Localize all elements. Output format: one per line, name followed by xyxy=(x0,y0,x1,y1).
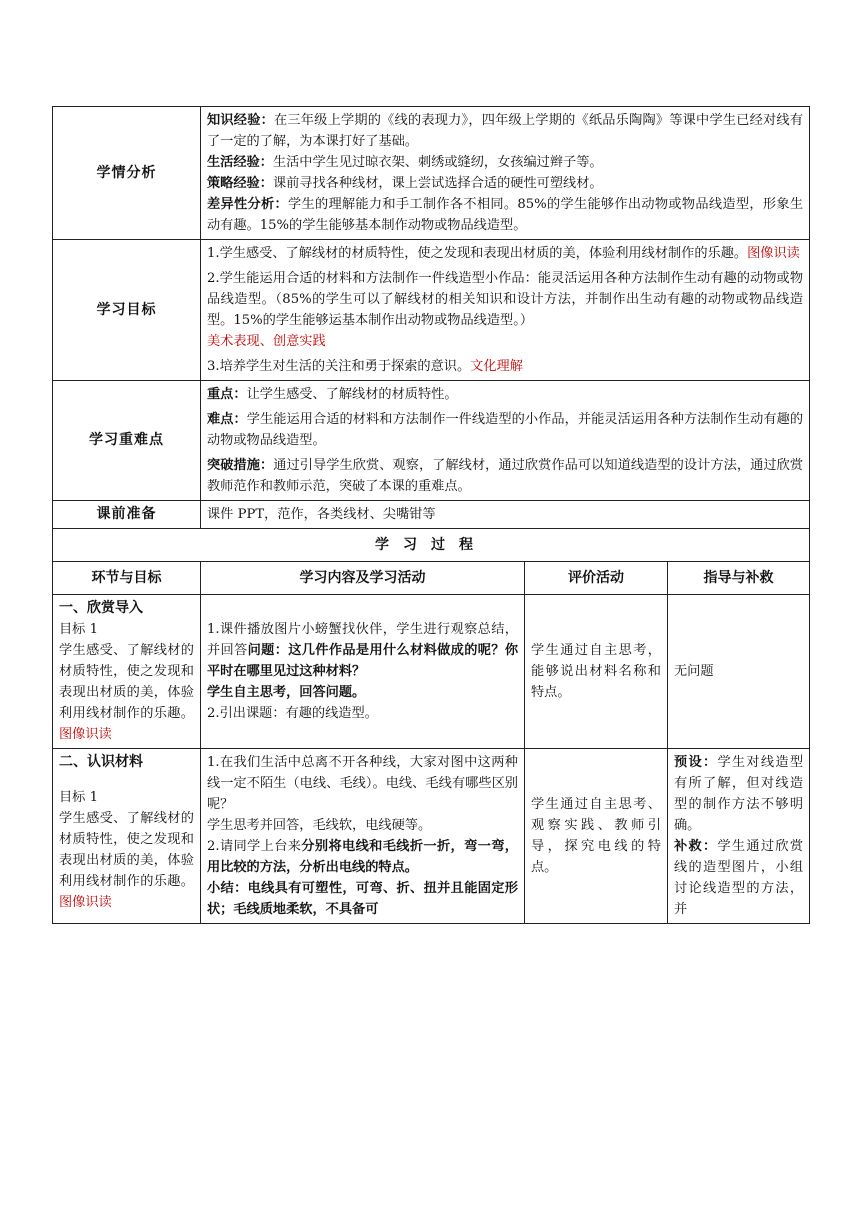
stage-2-goal-label: 目标 1 xyxy=(59,790,98,805)
lesson-plan-table xyxy=(52,106,810,924)
column-header: 环节与目标 xyxy=(53,562,201,595)
stage-1-content-cell xyxy=(201,595,525,749)
prep-label: 课前准备 xyxy=(53,501,201,529)
stage-2-guide-remedy: 补救：学生通过欣赏线的造型图片，小组讨论线造型的方法，并 xyxy=(674,839,804,917)
stage-2-content-1: 1.在我们生活中总离不开各种线，大家对图中这两种线一定不陌生（电线、毛线）。电线、毛线有哪些区别呢？ xyxy=(207,755,518,812)
column-header: 指导与补救 xyxy=(668,562,810,595)
stage-2-goal-cell xyxy=(53,749,201,924)
prep-content: 课件 PPT，范作，各类线材、尖嘴钳等 xyxy=(201,501,810,529)
keypoints-content xyxy=(201,381,810,501)
stage-2-title: 二、认识材料 xyxy=(59,754,143,770)
analysis-item: 差异性分析：学生的理解能力和手工制作各不相同。85%的学生能够作出动物或物品线造型，形象生动有趣。15%的学生能够基本制作动物或物品线造型。 xyxy=(207,197,804,233)
analysis-label: 学情分析 xyxy=(53,107,201,240)
stage-2-guide-preset: 预设：学生对线造型有所了解，但对线造型的制作方法不够明确。 xyxy=(674,755,804,833)
column-header: 评价活动 xyxy=(525,562,668,595)
stage-1-goal-text: 学生感受、了解线材的材质特性，使之发现和表现出材质的美，体验利用线材制作的乐趣。图像识读 xyxy=(59,643,194,742)
stage-2-content-cell xyxy=(201,749,525,924)
stage-1-row xyxy=(53,595,810,749)
stage-2-content-2: 2.请同学上台来分别将电线和毛线折一折，弯一弯，用比较的方法，分析出电线的特点。 xyxy=(207,839,518,875)
stage-1-eval: 学生通过自主思考，能够说出材料名称和特点。 xyxy=(525,595,668,749)
analysis-row xyxy=(53,107,810,240)
objectives-label: 学习目标 xyxy=(53,240,201,381)
prep-row xyxy=(53,501,810,529)
stage-1-content: 1.课件播放图片小螃蟹找伙伴，学生进行观察总结，并回答问题：这几件作品是用什么材料做成的呢？你平时在哪里见过这种材料？ xyxy=(207,622,519,679)
process-title: 学习过程 xyxy=(53,529,810,562)
objective-item-3: 3.培养学生对生活的关注和勇于探索的意识。文化理解 xyxy=(207,359,523,374)
keypoints-label: 学习重难点 xyxy=(53,381,201,501)
stage-2-row xyxy=(53,749,810,924)
analysis-item: 策略经验：课前寻找各种线材，课上尝试选择合适的硬性可塑线材。 xyxy=(207,176,603,191)
breakthrough-measure: 突破措施：通过引导学生欣赏、观察，了解线材，通过欣赏作品可以知道线造型的设计方法，通过欣赏教师范作和教师示范，突破了本课的重难点。 xyxy=(207,458,804,494)
objective-item-2-tag: 美术表现、创意实践 xyxy=(207,334,326,349)
stage-1-student-task: 学生自主思考，回答问题。 xyxy=(207,685,366,700)
analysis-item: 知识经验：在三年级上学期的《线的表现力》，四年级上学期的《纸品乐陶陶》等课中学生已经对线有了一定的了解，为本课打好了基础。 xyxy=(207,113,804,149)
column-header-row xyxy=(53,562,810,595)
stage-2-guide-cell xyxy=(668,749,810,924)
stage-1-goal-label: 目标 1 xyxy=(59,622,98,637)
key-point: 重点：让学生感受、了解线材的材质特性。 xyxy=(207,387,458,402)
objective-item-1: 1.学生感受、了解线材的材质特性，使之发现和表现出材质的美，体验利用线材制作的乐趣。图像识读 xyxy=(207,246,800,261)
stage-1-guide: 无问题 xyxy=(668,595,810,749)
objectives-row xyxy=(53,240,810,381)
stage-2-summary: 小结：电线具有可塑性，可弯、折、扭并且能固定形状；毛线质地柔软，不具备可 xyxy=(207,881,518,917)
process-title-row xyxy=(53,529,810,562)
stage-1-topic: 2.引出课题：有趣的线造型。 xyxy=(207,706,378,721)
keypoints-row xyxy=(53,381,810,501)
objective-item-2: 2.学生能运用合适的材料和方法制作一件线造型小作品：能灵活运用各种方法制作生动有趣的动物或物品线造型。（85%的学生可以了解线材的相关知识和设计方法，并制作出生动有趣的动物或物品线造型。15%的学生能够运基本制作出动物或物品线造型。） xyxy=(207,271,804,328)
analysis-item: 生活经验：生活中学生见过晾衣架、刺绣或缝纫，女孩编过辫子等。 xyxy=(207,155,603,170)
stage-1-title: 一、欣赏导入 xyxy=(59,600,143,616)
column-header: 学习内容及学习活动 xyxy=(201,562,525,595)
stage-2-eval: 学生通过自主思考、观察实践、教师引导，探究电线的特点。 xyxy=(525,749,668,924)
objectives-content xyxy=(201,240,810,381)
stage-2-student-answer: 学生思考并回答，毛线软，电线硬等。 xyxy=(207,818,432,833)
difficult-point: 难点：学生能运用合适的材料和方法制作一件线造型的小作品，并能灵活运用各种方法制作生动有趣的动物或物品线造型。 xyxy=(207,412,804,448)
analysis-content xyxy=(201,107,810,240)
stage-2-goal-text: 学生感受、了解线材的材质特性，使之发现和表现出材质的美，体验利用线材制作的乐趣。图像识读 xyxy=(59,811,194,910)
stage-1-goal-cell xyxy=(53,595,201,749)
